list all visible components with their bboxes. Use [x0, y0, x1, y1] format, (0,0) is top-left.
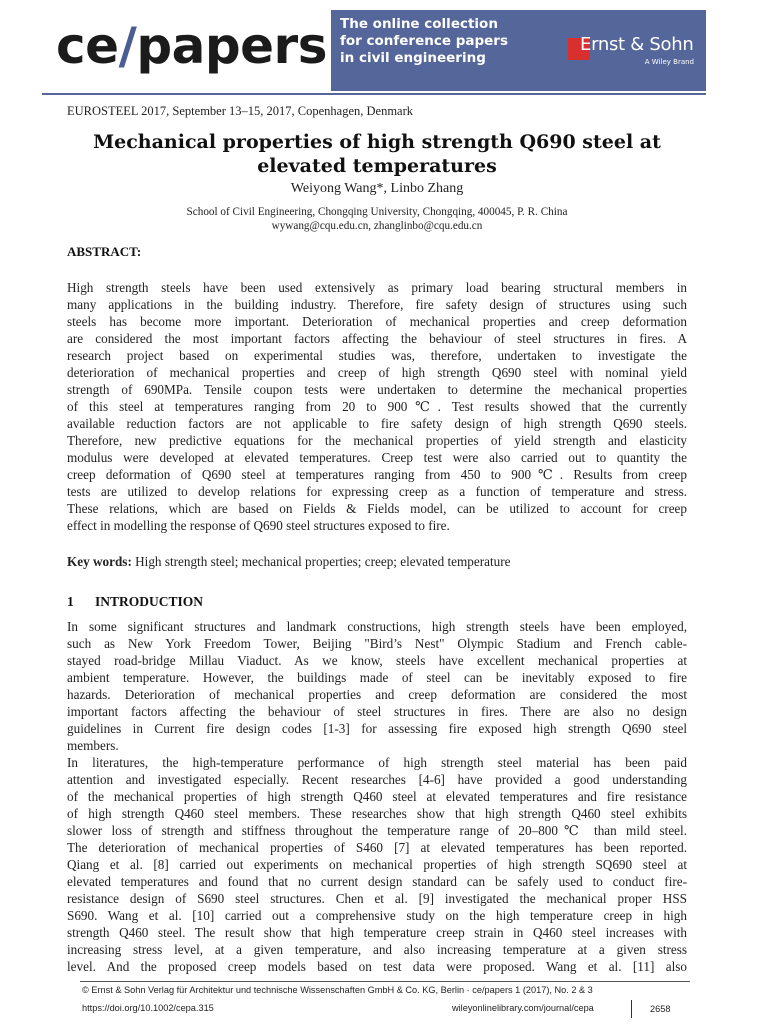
text-line: attention and investigated especially. Recent researches [4-6] have provided a good understanding	[67, 772, 687, 787]
text-line: increasing stress level, at a given temperature, and also increasing temperature at a given stress	[67, 942, 687, 957]
paper-title: Mechanical properties of high strength Q690 steel at elevated temperatures	[93, 131, 661, 177]
text-line: of high strength Q460 steel members. These researches show that high strength Q460 steel exhibits	[67, 806, 687, 821]
footer-divider	[80, 981, 690, 982]
copyright-notice: © Ernst & Sohn Verlag für Architektur und technische Wissenschaften GmbH & Co. KG, Berlin · ce/papers 1 (2017), No. 2 & 3	[82, 985, 593, 995]
text-line: research project based on experimental studies was, therefore, undertaken to investigate the	[67, 348, 687, 363]
journal-banner	[42, 10, 706, 91]
abstract-body	[67, 279, 687, 534]
text-line: These relations, which are based on Fields & Fields model, can be utilized to account for creep	[67, 501, 687, 516]
text-line: of this steel at temperatures ranging from 20 to 900℃. Test results showed that the currently	[67, 399, 687, 414]
logo-wordmark	[56, 14, 327, 78]
affiliation-block	[67, 205, 687, 233]
logo-ce: ce	[56, 17, 119, 75]
text-line: guidelines in Current fire design codes [1-3] for assessing fire exposed high strength Q690 steel	[67, 721, 687, 736]
text-line: strength of 690MPa. Tensile coupon tests were undertaken to determine the mechanical properties	[67, 382, 687, 397]
journal-tagline	[340, 16, 540, 67]
text-line: elevated temperatures and found that no current design standard can be safely used to conduct fire-	[67, 874, 687, 889]
text-line: The deterioration of mechanical properties of S460 [7] at elevated temperatures has been reported.	[67, 840, 687, 855]
banner-divider	[42, 93, 706, 95]
keywords-list: High strength steel; mechanical properties; creep; elevated temperature	[135, 554, 511, 569]
doi-link[interactable]: https://doi.org/10.1002/cepa.315	[82, 1003, 214, 1013]
affiliation: School of Civil Engineering, Chongqing University, Chongqing, 400045, P. R. China	[186, 206, 568, 218]
text-line: stayed road-bridge Millau Viaduct. As we know, steels have excellent mechanical properties at	[67, 653, 687, 668]
text-line: many applications in the building industry. Therefore, fire safety design of structures using such	[67, 297, 687, 312]
text-line: Therefore, new predictive equations for the mechanical properties of yield strength and elasticity	[67, 433, 687, 448]
introduction-body	[67, 618, 687, 975]
text-line: are considered the most important factors affecting the behaviour of steel structures in fires. A	[67, 331, 687, 346]
text-line: tests are utilized to develop relations for expressing creep as a function of temperature and stress.	[67, 484, 687, 499]
text-line: effect in modelling the response of Q690 steel structures exposed to fire.	[67, 518, 450, 533]
ce-papers-logo	[42, 10, 331, 91]
tagline-line: for conference papers	[340, 33, 508, 49]
text-line: slower loss of strength and stiffness throughout the temperature range of 20–800℃ than mild steel.	[67, 823, 687, 838]
conference-line: EUROSTEEL 2017, September 13–15, 2017, Copenhagen, Denmark	[67, 104, 414, 118]
text-line: deterioration of mechanical properties and creep of high strength Q690 steel with nominal yield	[67, 365, 687, 380]
text-line: Qiang et al. [8] carried out experiments on mechanical properties of high strength SQ690 steel at	[67, 857, 687, 872]
logo-papers: papers	[136, 17, 327, 75]
abstract-heading: ABSTRACT:	[67, 244, 142, 259]
tagline-line: The online collection	[340, 16, 498, 32]
text-line: modulus were developed at elevated temperatures. Creep test were also carried out to quantity the	[67, 450, 687, 465]
text-line: members.	[67, 738, 119, 753]
keywords-label: Key words:	[67, 554, 132, 569]
text-line: S690. Wang et al. [10] carried out a comprehensive study on the high temperature creep in high	[67, 908, 687, 923]
tagline-panel	[331, 10, 706, 91]
footer-separator	[631, 1000, 632, 1018]
text-line: hazards. Deterioration of mechanical properties and creep deformation are considered the most	[67, 687, 687, 702]
section-heading	[67, 594, 203, 610]
text-line: resistance design of S690 steel structures. Chen et al. [9] investigated the mechanical proper HSS	[67, 891, 687, 906]
text-line: In literatures, the high-temperature performance of high strength steel material has been paid	[67, 755, 687, 770]
logo-slash: /	[118, 17, 137, 75]
text-line: level. And the proposed creep models based on test data were proposed. Wang et al. [11] also	[67, 959, 687, 974]
text-line: In some significant structures and landmark constructions, high strength steels have been employed,	[67, 619, 687, 634]
text-line: such as New York Freedom Tower, Beijing "Bird’s Nest" Olympic Stadium and French cable-	[67, 636, 687, 651]
text-line: ambient temperature. However, the buildings made of steel can be inevitably exposed to fire	[67, 670, 687, 685]
author-list: Weiyong Wang*, Linbo Zhang	[290, 181, 464, 196]
text-line: creep deformation of Q690 steel at temperatures ranging from 450 to 900℃. Results from creep	[67, 467, 687, 482]
keywords-line	[67, 554, 510, 570]
text-line: strength Q460 steel. The result show that high temperature creep strain in Q460 steel increases with	[67, 925, 687, 940]
journal-website-link[interactable]: wileyonlinelibrary.com/journal/cepa	[452, 1003, 594, 1013]
text-line: of the mechanical properties of high strength Q460 steel at elevated temperatures and fire resistance	[67, 789, 687, 804]
text-line: important factors affecting the behaviour of steel structures in fires. There are also no design	[67, 704, 687, 719]
text-line: High strength steels have been used extensively as primary load bearing structural members in	[67, 280, 687, 295]
text-line: available reduction factors are not applicable to fire safety design of high strength Q690 steels.	[67, 416, 687, 431]
section-number: 1	[67, 594, 74, 609]
author-emails: wywang@cqu.edu.cn, zhanglinbo@cqu.edu.cn	[271, 220, 483, 232]
page-number: 2658	[650, 1004, 671, 1014]
publisher-logo	[568, 32, 696, 72]
publisher-name: Ernst & Sohn	[580, 34, 694, 55]
tagline-line: in civil engineering	[340, 50, 486, 66]
publisher-subtitle: A Wiley Brand	[644, 58, 694, 66]
text-line: steels has become more important. Deterioration of mechanical properties and creep deformation	[67, 314, 687, 329]
section-title: INTRODUCTION	[95, 594, 204, 609]
